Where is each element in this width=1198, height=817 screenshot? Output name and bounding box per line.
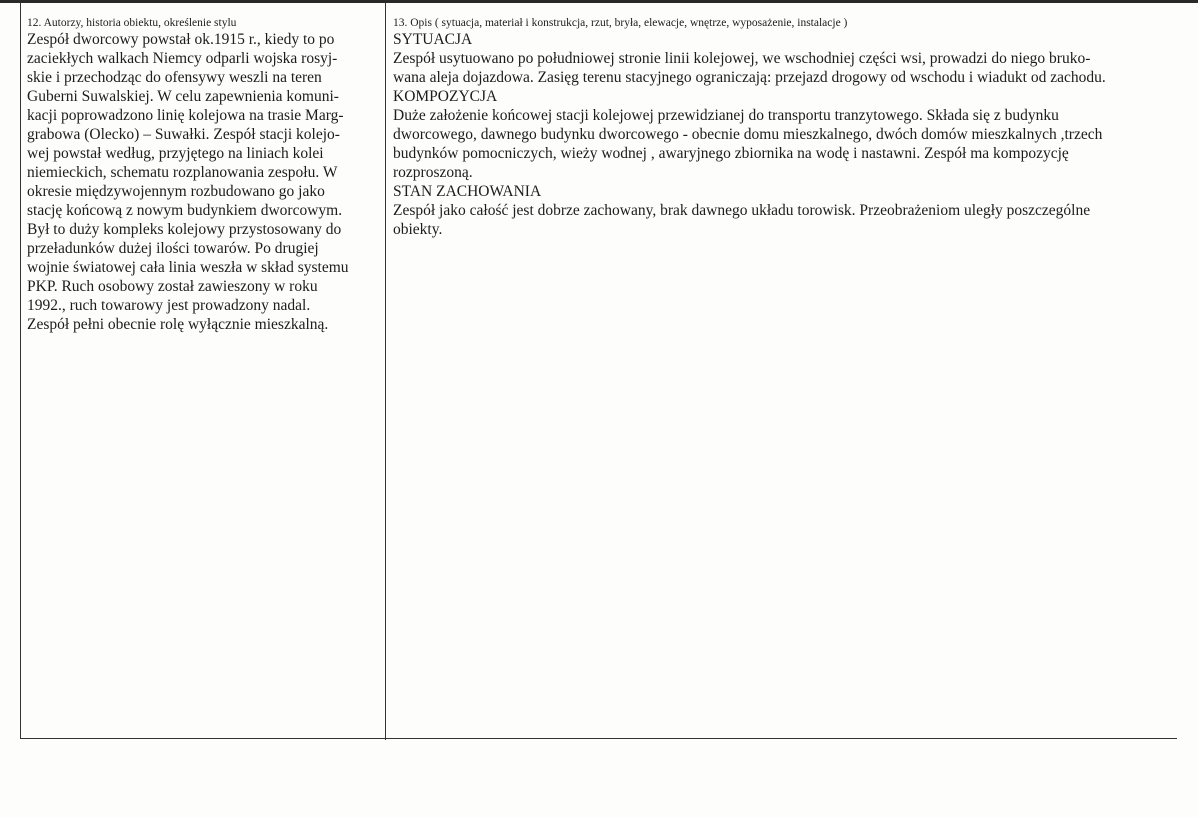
history-line: okresie międzywojennym rozbudowano go jako bbox=[27, 183, 325, 200]
description-line: budynków pomocniczych, wieży wodnej , awaryjnego zbiornika na wodę i nastawni. Zespół ma kompozycję bbox=[393, 145, 1069, 162]
history-text bbox=[21, 30, 379, 334]
column-divider bbox=[385, 3, 386, 740]
history-line: stację końcową z nowym budynkiem dworcowym. bbox=[27, 202, 343, 219]
description-line: Zespół usytuowano po południowej stronie linii kolejowej, we wschodniej części wsi, prowadzi do niego bruko- bbox=[393, 50, 1091, 67]
description-line: dworcowego, dawnego budynku dworcowego - obecnie domu mieszkalnego, dwóch domów mieszkalnych ,trzech bbox=[393, 126, 1103, 143]
section-text-sytuacja bbox=[387, 49, 1175, 87]
history-column bbox=[20, 3, 386, 738]
section-title-kompozycja: KOMPOZYCJA bbox=[393, 88, 498, 105]
history-header: 12. Autorzy, historia obiektu, określenie stylu bbox=[27, 17, 237, 29]
history-line: grabowa (Olecko) – Suwałki. Zespół stacji kolejo- bbox=[27, 126, 340, 143]
description-line: obiekty. bbox=[393, 221, 443, 238]
section-title-stan-zachowania: STAN ZACHOWANIA bbox=[393, 183, 542, 200]
description-line: Duże założenie końcowej stacji kolejowej przewidzianej do transportu tranzytowego. Składa się z budynku bbox=[393, 107, 1059, 124]
description-line: wana aleja dojazdowa. Zasięg terenu stacyjnego ograniczają: przejazd drogowy od wschodu i wiadukt od zachodu. bbox=[393, 69, 1106, 86]
section-text-stan-zachowania bbox=[387, 201, 1175, 239]
history-line: niemieckich, schematu rozplanowania zespołu. W bbox=[27, 164, 338, 181]
history-line: przeładunków dużej ilości towarów. Po drugiej bbox=[27, 240, 319, 257]
description-header: 13. Opis ( sytuacja, materiał i konstrukcja, rzut, bryła, elewacje, wnętrze, wyposażenie, instalacje ) bbox=[393, 17, 848, 29]
history-line: wojnie światowej cała linia weszła w skład systemu bbox=[27, 259, 349, 276]
history-line: kacji poprowadzono linię kolejowa na trasie Marg- bbox=[27, 107, 344, 124]
history-line: Guberni Suwalskiej. W celu zapewnienia komuni- bbox=[27, 88, 339, 105]
section-text-kompozycja bbox=[387, 106, 1175, 182]
history-line: zaciekłych walkach Niemcy odparli wojska rosyj- bbox=[27, 50, 338, 67]
history-line: wej powstał według, przyjętego na liniach kolei bbox=[27, 145, 324, 162]
history-line: Był to duży kompleks kolejowy przystosowany do bbox=[27, 221, 342, 238]
description-line: Zespół jako całość jest dobrze zachowany, brak dawnego układu torowisk. Przeobrażeniom uległy poszczególne bbox=[393, 202, 1091, 219]
description-column bbox=[387, 3, 1177, 738]
description-line: rozproszoną. bbox=[393, 164, 473, 181]
history-line: Zespół pełni obecnie rolę wyłącznie mieszkalną. bbox=[27, 316, 329, 333]
history-line: PKP. Ruch osobowy został zawieszony w roku bbox=[27, 278, 318, 295]
history-line: skie i przechodząc do ofensywy weszli na teren bbox=[27, 69, 322, 86]
history-line: 1992., ruch towarowy jest prowadzony nadal. bbox=[27, 297, 311, 314]
history-line: Zespół dworcowy powstał ok.1915 r., kiedy to po bbox=[27, 31, 335, 48]
bottom-border bbox=[20, 738, 1177, 739]
section-title-sytuacja: SYTUACJA bbox=[393, 31, 473, 48]
